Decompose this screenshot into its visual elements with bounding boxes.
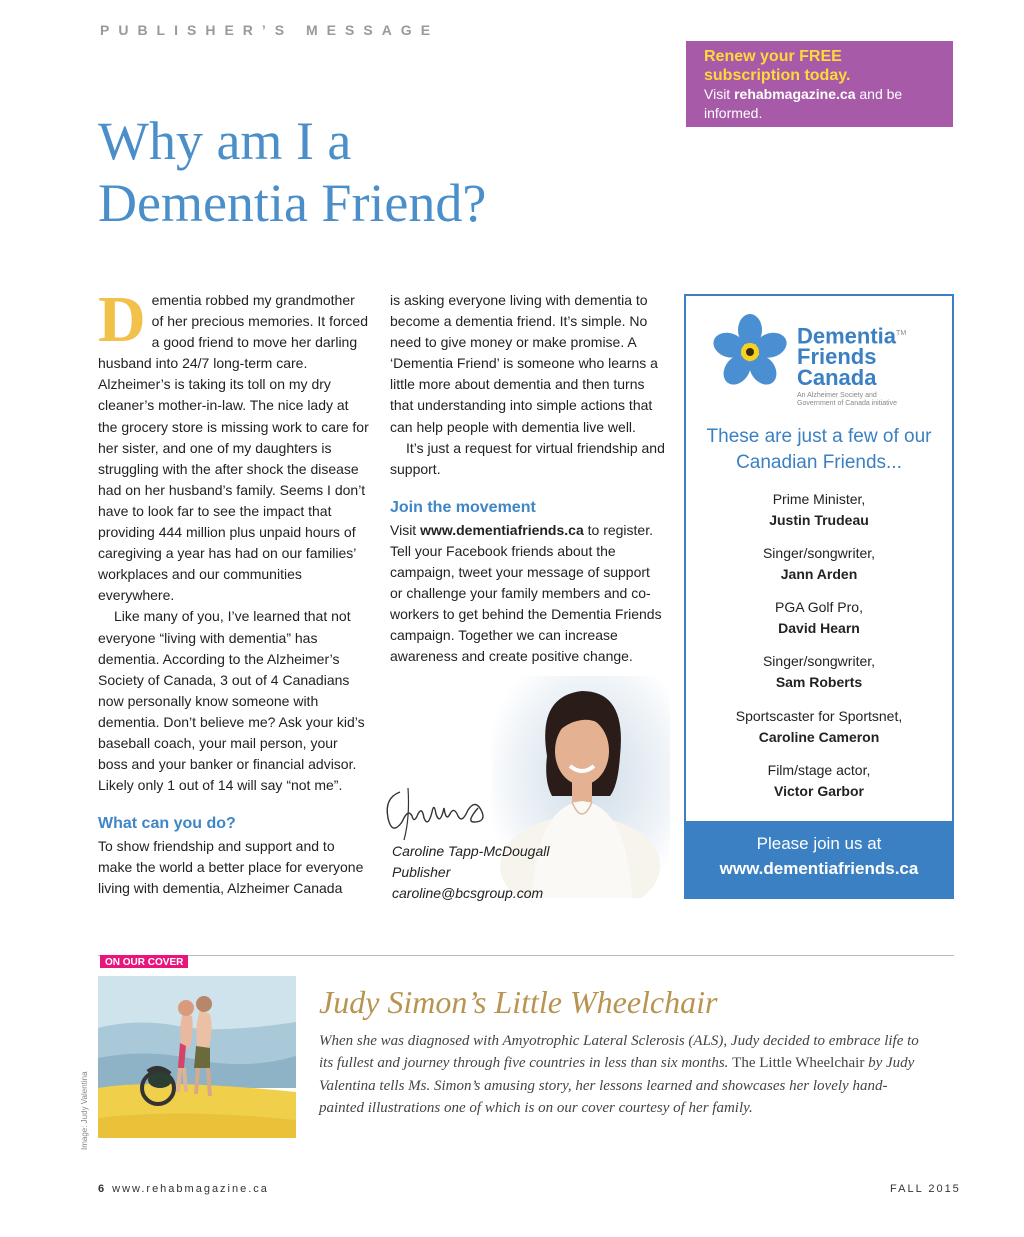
- page-number: 6: [98, 1183, 107, 1195]
- article-paragraph-1: Dementia robbed my grandmother of her precious memories. It forced a good friend to move her darling husband into 24/7 long-term care. Alzheimer’s is taking its toll on my dry cleaner’s mother-in-law. The nice lady at the grocery store is missing work to care for her sister, and one of my daughters is struggling with the after shock the disease had on her husband’s family. Seems I don’t have to look far to see the impact that providing 444 million plus unpaid hours of caregiving a year has had on our families’ workplaces and our communities everywhere.: [98, 283, 369, 604]
- friend-item: Sportscaster for Sportsnet, Caroline Cameron: [735, 708, 903, 745]
- friends-heading: These are just a few of our Canadian Friends...: [706, 426, 932, 473]
- renew-subscription-box[interactable]: [686, 41, 953, 127]
- article-paragraph-2: Like many of you, I’ve learned that not everyone “living with dementia” has dementia. According to the Alzheimer’s Society of Canada, 3 out of 4 Canadians now personally know someone with dementia. Don’t believe me? Ask your kid’s baseball coach, your mail person, your boss and your banker or financial advisor. Likely only 1 out of 14 will say “not me”.: [98, 608, 365, 794]
- dementia-friends-logo-text: Dementia™ Friends Canada: [797, 323, 907, 391]
- what-can-you-do-heading: What can you do?: [98, 815, 236, 833]
- friend-item: PGA Golf Pro, David Hearn: [775, 599, 863, 636]
- join-movement-heading: Join the movement: [390, 498, 536, 516]
- drop-cap: D: [98, 283, 146, 356]
- dementiafriends-link[interactable]: www.dementiafriends.ca: [420, 521, 584, 538]
- renew-text: Visit rehabmagazine.ca and be informed.: [704, 86, 903, 121]
- article-column-1: [98, 283, 370, 900]
- article-paragraph-3: is asking everyone living with dementia to become a dementia friend. It’s simple. No need to give money or make promise. A ‘Dementia Friend’ is someone who learns a little more about dementia and then turns that understanding into simple actions that can help people with dementia live well.: [390, 292, 658, 435]
- join-us-text: Please join us at: [756, 834, 882, 853]
- page-title: Why am I a Dementia Friend?: [98, 111, 487, 233]
- section-label: PUBLISHER’S MESSAGE: [100, 22, 440, 38]
- cover-story-text: When she was diagnosed with Amyotrophic Lateral Sclerosis (ALS), Judy decided to embrace life to its fullest and journey through five countries in less than six months. The Little Wheelchair by Judy Valentina tells Ms. Simon’s amusing story, her lessons learned and showcases her lovely hand-painted illustrations one of which is on our cover courtesy of her family.: [319, 1033, 919, 1116]
- renew-link[interactable]: rehabmagazine.ca: [734, 86, 856, 102]
- publisher-role: Publisher: [392, 864, 451, 880]
- section-divider: [98, 955, 954, 956]
- friend-item: Film/stage actor, Victor Garbor: [767, 762, 871, 799]
- footer-left: [98, 1183, 269, 1195]
- join-us-link[interactable]: www.dementiafriends.ca: [719, 859, 919, 878]
- friend-item: Prime Minister, Justin Trudeau: [769, 491, 869, 528]
- article-column-2: [390, 290, 665, 668]
- cover-illustration: [98, 968, 296, 1158]
- friend-item: Singer/songwriter, Jann Arden: [762, 545, 876, 582]
- renew-headline: Renew your FREE subscription today.: [704, 48, 851, 84]
- handwritten-signature: [378, 778, 498, 848]
- on-our-cover-tag: ON OUR COVER: [100, 955, 188, 970]
- join-movement-text: Visit www.dementiafriends.ca to register. Tell your Facebook friends about the campaign, tweet your message of support or challenge your family members and co-workers to get behind the Dementia Friends campaign. Together we can increase awareness and create positive change.: [390, 521, 662, 665]
- what-can-you-do-text: To show friendship and support and to make the world a better place for everyone living with dementia, Alzheimer Canada: [98, 838, 364, 897]
- publisher-email[interactable]: caroline@bcsgroup.com: [392, 885, 544, 901]
- publisher-name: Caroline Tapp-McDougall: [392, 843, 550, 859]
- forget-me-not-logo-icon: [710, 310, 790, 390]
- friend-item: Singer/songwriter, Sam Roberts: [762, 653, 876, 690]
- article-paragraph-4: It’s just a request for virtual friendship and support.: [390, 439, 665, 477]
- footer-site[interactable]: www.rehabmagazine.ca: [112, 1183, 269, 1195]
- cover-story-title: Judy Simon’s Little Wheelchair: [319, 984, 718, 1020]
- image-credit: Image: Judy Valentina: [80, 1071, 89, 1150]
- footer-issue: FALL 2015: [890, 1183, 961, 1195]
- join-us-banner[interactable]: [686, 821, 952, 897]
- logo-subtitle: An Alzheimer Society and Government of Canada initiative: [797, 392, 897, 407]
- book-title: The Little Wheelchair: [732, 1055, 865, 1072]
- publisher-signature-block: [392, 841, 549, 904]
